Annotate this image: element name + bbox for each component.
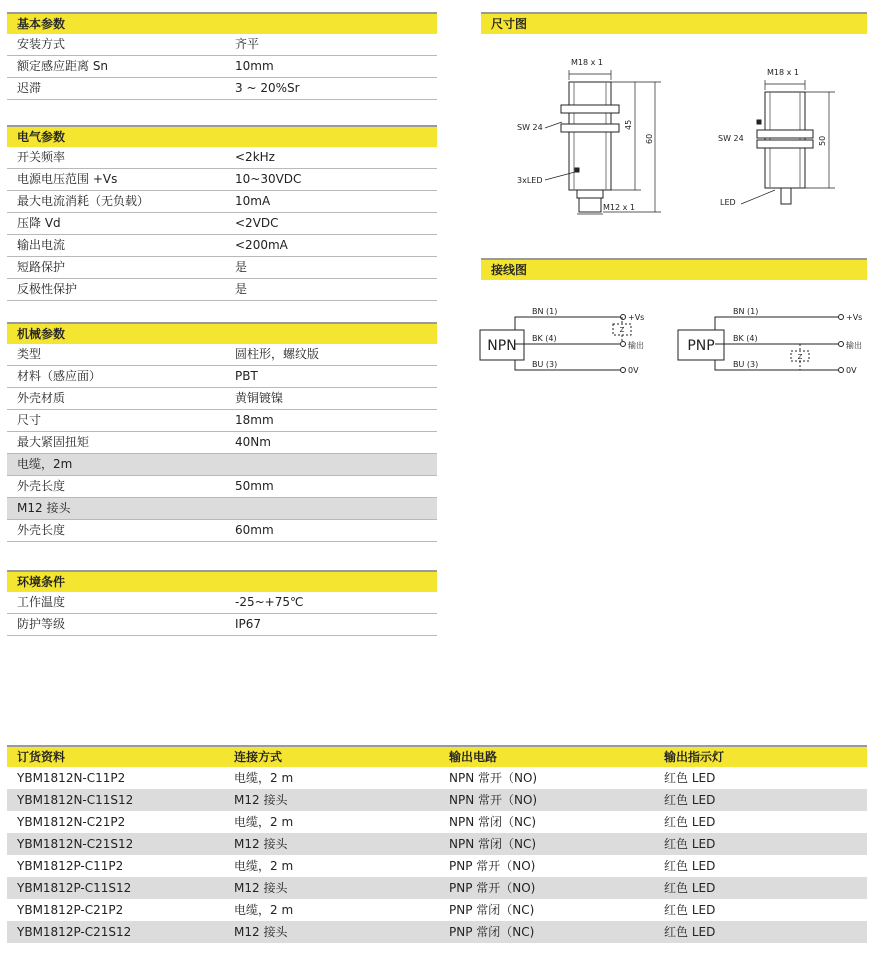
load-label: Z <box>619 326 625 334</box>
param-key: 最大电流消耗（无负载） <box>17 194 150 208</box>
indicator-cell: 红色 LED <box>664 793 716 807</box>
param-row <box>7 432 437 454</box>
output-circuit-cell: PNP 常开（NO) <box>449 859 536 873</box>
param-key: 最大紧固扭矩 <box>17 435 90 449</box>
connector-label: M12 x 1 <box>603 203 635 212</box>
led-label: LED <box>720 198 736 207</box>
output-circuit-cell: NPN 常开（NO) <box>449 793 538 807</box>
param-value: 是 <box>235 260 248 274</box>
param-subheader-row <box>7 454 437 476</box>
param-value: 10mA <box>235 194 271 208</box>
column-header: 输出电路 <box>449 750 498 764</box>
led-label: 3xLED <box>517 176 543 185</box>
connection-cell: M12 接头 <box>234 837 288 851</box>
output-label: 输出 <box>628 341 644 350</box>
load-label: Z <box>797 353 803 361</box>
section-title: 尺寸图 <box>481 12 867 34</box>
param-value: IP67 <box>235 617 262 631</box>
connection-cell: 电缆，2 m <box>234 815 294 829</box>
order-table-header <box>7 745 867 767</box>
bu-label: BU (3) <box>733 360 759 369</box>
param-row <box>7 213 437 235</box>
model-cell: YBM1812N-C11S12 <box>17 793 134 807</box>
table-row <box>7 855 867 877</box>
indicator-cell: 红色 LED <box>664 881 716 895</box>
dimension-drawing <box>505 52 875 222</box>
table-row <box>7 833 867 855</box>
param-value: 10~30VDC <box>235 172 302 186</box>
param-row <box>7 78 437 100</box>
param-row <box>7 257 437 279</box>
model-cell: YBM1812P-C21P2 <box>17 903 124 917</box>
vs-label: +Vs <box>628 313 645 322</box>
zero-volt-label: 0V <box>628 366 639 375</box>
param-value: <2VDC <box>235 216 279 230</box>
vs-label: +Vs <box>846 313 863 322</box>
bk-label: BK (4) <box>532 334 557 343</box>
dimensions-section <box>481 12 867 34</box>
wrench-label: SW 24 <box>718 134 744 143</box>
indicator-cell: 红色 LED <box>664 925 716 939</box>
param-key: 工作温度 <box>17 595 66 609</box>
param-value: <200mA <box>235 238 288 252</box>
connection-cell: M12 接头 <box>234 881 288 895</box>
param-row <box>7 614 437 636</box>
param-value: 50mm <box>235 479 274 493</box>
environment-section <box>7 570 437 636</box>
bn-label: BN (1) <box>532 307 558 316</box>
mechanical-params-section <box>7 322 437 542</box>
param-row <box>7 279 437 301</box>
output-circuit-cell: PNP 常闭（NC) <box>449 903 535 917</box>
model-cell: YBM1812N-C21P2 <box>17 815 126 829</box>
param-row <box>7 235 437 257</box>
param-subheader: M12 接头 <box>17 501 71 515</box>
param-subheader: 电缆，2m <box>17 457 73 471</box>
output-circuit-cell: NPN 常开（NO) <box>449 771 538 785</box>
section-title: 机械参数 <box>7 322 437 344</box>
electrical-params-section <box>7 125 437 301</box>
param-row <box>7 476 437 498</box>
table-row <box>7 789 867 811</box>
param-key: 外壳材质 <box>17 391 66 405</box>
param-key: 防护等级 <box>17 617 66 631</box>
param-value: -25~+75℃ <box>235 595 304 609</box>
table-row <box>7 767 867 789</box>
table-row <box>7 899 867 921</box>
thread-label: M18 x 1 <box>571 58 603 67</box>
output-circuit-cell: PNP 常闭（NC) <box>449 925 535 939</box>
connection-cell: 电缆，2 m <box>234 903 294 917</box>
indicator-cell: 红色 LED <box>664 771 716 785</box>
param-row <box>7 191 437 213</box>
param-value: 3 ~ 20%Sr <box>235 81 300 95</box>
param-row <box>7 520 437 542</box>
param-key: 压降 Vd <box>17 216 61 230</box>
section-title: 接线图 <box>481 258 867 280</box>
param-row <box>7 388 437 410</box>
param-value: 齐平 <box>235 37 260 51</box>
param-value: 40Nm <box>235 435 271 449</box>
column-header: 输出指示灯 <box>664 750 725 764</box>
param-value: <2kHz <box>235 150 275 164</box>
body-length-dim: 45 <box>624 119 633 130</box>
param-key: 尺寸 <box>17 413 42 427</box>
column-header: 订货资料 <box>17 750 66 764</box>
table-row <box>7 921 867 943</box>
bu-label: BU (3) <box>532 360 558 369</box>
zero-volt-label: 0V <box>846 366 857 375</box>
sensor-m12-drawing <box>545 70 661 214</box>
output-circuit-cell: PNP 常开（NO) <box>449 881 536 895</box>
param-key: 类型 <box>17 347 42 361</box>
indicator-cell: 红色 LED <box>664 837 716 851</box>
param-value: 黄铜镀镍 <box>235 391 284 405</box>
total-length-dim: 60 <box>645 133 654 144</box>
param-key: 额定感应距离 Sn <box>17 59 109 73</box>
indicator-cell: 红色 LED <box>664 859 716 873</box>
indicator-cell: 红色 LED <box>664 815 716 829</box>
output-label: 输出 <box>846 341 862 350</box>
connection-cell: M12 接头 <box>234 793 288 807</box>
param-value: 60mm <box>235 523 274 537</box>
model-cell: YBM1812N-C21S12 <box>17 837 134 851</box>
wiring-section <box>481 258 867 280</box>
section-title: 环境条件 <box>7 570 437 592</box>
param-key: 短路保护 <box>17 260 66 274</box>
param-key: 开关频率 <box>17 150 66 164</box>
param-row <box>7 147 437 169</box>
section-title: 电气参数 <box>7 125 437 147</box>
param-subheader-row <box>7 498 437 520</box>
npn-label: NPN <box>487 338 517 354</box>
param-key: 安装方式 <box>17 37 66 51</box>
indicator-cell: 红色 LED <box>664 903 716 917</box>
param-key: 迟滞 <box>17 81 42 95</box>
basic-params-section <box>7 12 437 100</box>
param-key: 电源电压范围 +Vs <box>17 172 118 186</box>
model-cell: YBM1812P-C21S12 <box>17 925 132 939</box>
param-row <box>7 410 437 432</box>
param-value: 10mm <box>235 59 274 73</box>
param-value: 18mm <box>235 413 274 427</box>
param-row <box>7 344 437 366</box>
thread-label: M18 x 1 <box>767 68 799 77</box>
param-row <box>7 169 437 191</box>
column-header: 连接方式 <box>234 750 283 764</box>
bk-label: BK (4) <box>733 334 758 343</box>
bn-label: BN (1) <box>733 307 759 316</box>
pnp-label: PNP <box>687 338 715 354</box>
param-value: 圆柱形，螺纹版 <box>235 347 320 361</box>
param-key: 材料（感应面） <box>17 369 102 383</box>
connection-cell: 电缆，2 m <box>234 771 294 785</box>
param-row <box>7 366 437 388</box>
order-table <box>7 745 867 943</box>
wrench-label: SW 24 <box>517 123 543 132</box>
section-title: 基本参数 <box>7 12 437 34</box>
param-value: PBT <box>235 369 258 383</box>
total-length-dim: 50 <box>818 135 827 146</box>
table-row <box>7 811 867 833</box>
connection-cell: 电缆，2 m <box>234 859 294 873</box>
param-key: 输出电流 <box>17 238 66 252</box>
output-circuit-cell: NPN 常闭（NC) <box>449 837 537 851</box>
output-circuit-cell: NPN 常闭（NC) <box>449 815 537 829</box>
param-key: 外壳长度 <box>17 479 66 493</box>
wiring-diagram <box>478 300 876 385</box>
model-cell: YBM1812N-C11P2 <box>17 771 126 785</box>
param-value: 是 <box>235 282 248 296</box>
connection-cell: M12 接头 <box>234 925 288 939</box>
param-key: 外壳长度 <box>17 523 66 537</box>
param-key: 反极性保护 <box>17 282 78 296</box>
table-row <box>7 877 867 899</box>
param-row <box>7 34 437 56</box>
param-row <box>7 592 437 614</box>
param-row <box>7 56 437 78</box>
model-cell: YBM1812P-C11P2 <box>17 859 124 873</box>
model-cell: YBM1812P-C11S12 <box>17 881 132 895</box>
